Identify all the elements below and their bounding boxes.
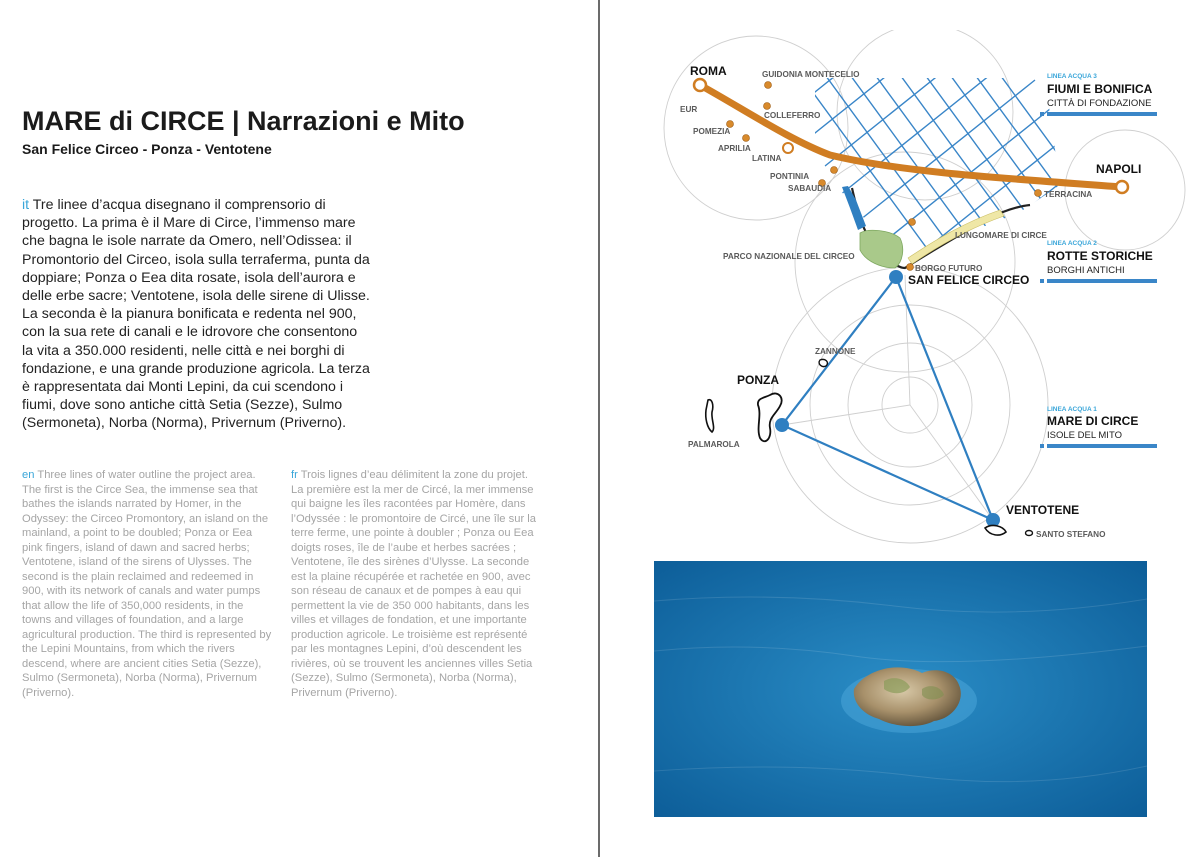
legend-3-subtitle: CITTÀ DI FONDAZIONE [1047, 98, 1152, 109]
italian-text [22, 196, 372, 433]
aerial-island-photo [654, 561, 1147, 817]
legend-linea-3 [1040, 73, 1157, 116]
label-ponza: PONZA [737, 373, 779, 387]
english-body: Three lines of water outline the project area. The first is the Circe Sea, the immense sea that bathes the islands narrated by Homer, in the Odyssey: the Circeo Promontory, an island on the mainland, a point to be doubled; Ponza or Eea pink fingers, island of dawn and sacred herbs; Ventotene, island of the sirens of Ulysses. The second is the plain reclaimed and redeemed in 900, with its network of canals and water pumps that allow the life of 350,000 residents, in the towns and villages of foundation, and a large agricultural production. The third is represented by the Lepini Mountains, from which the rivers descend, where are ancient cities Setia (Sezze), Sulmo (Sermoneta), Norba (Norma), Privernum (Priverno). [22, 469, 272, 699]
english-text [22, 468, 272, 700]
santo-stefano-island [1026, 531, 1033, 536]
roma-marker [694, 79, 706, 91]
legend-2-marker [1040, 279, 1044, 283]
ponza-marker [775, 418, 789, 432]
right-page [600, 0, 1200, 857]
lang-tag-it: it [22, 197, 30, 213]
guide-line-ventotene [910, 405, 993, 520]
label-borgo: BORGO FUTURO [915, 264, 983, 273]
legend-3-tag: LINEA ACQUA 3 [1047, 73, 1097, 80]
page-title: MARE di CIRCE | Narrazioni e Mito [22, 106, 465, 136]
label-napoli: NAPOLI [1096, 162, 1142, 176]
sea-triangle [782, 277, 993, 520]
dot-borgo [907, 264, 914, 271]
label-ventotene: VENTOTENE [1006, 503, 1080, 517]
dot-inland [909, 219, 916, 226]
legend-1-title: MARE DI CIRCE [1047, 414, 1139, 428]
dot-pontinia [831, 167, 838, 174]
label-terracina: TERRACINA [1044, 190, 1093, 199]
legend-1-marker [1040, 444, 1044, 448]
san-felice-marker [889, 270, 903, 284]
dot-colleferro [764, 103, 771, 110]
label-santo-stefano: SANTO STEFANO [1036, 530, 1106, 539]
ventotene-island [985, 525, 1006, 535]
place-labels [680, 64, 1141, 539]
legend-1-bar [1047, 444, 1157, 448]
dot-guidonia [765, 82, 772, 89]
label-colleferro: COLLEFERRO [764, 111, 821, 120]
french-body: Trois lignes d’eau délimitent la zone du projet. La première est la mer de Circé, la mer immense qui baigne les îles racontées par Homère, dans l’Odyssée : le promontoire de Circé, une île sur la terre ferme, une pointe à doubler ; Ponza ou Eea doigts roses, île de l’aube et herbes sacrées ; Ventotene, île des sirènes d’Ulysse. La seconde est la plaine récupérée et rachetée en 900, avec son réseau de canaux et de pompes à eau qui permettent la vie de 350 000 habitants, dans les villes et villages de fondation, et une importante production agricole. Le troisième est représenté par les montagnes Lepini, d’où descendent les rivières, où se trouvent les anciennes villes Setia (Sezze), Sulmo (Sermoneta), Norba (Norma), Privernum (Priverno). [291, 469, 536, 699]
label-sabaudia: SABAUDIA [788, 184, 832, 193]
water-lines-map [600, 30, 1200, 560]
legend-linea-2 [1040, 240, 1157, 283]
legend-1-subtitle: ISOLE DEL MITO [1047, 430, 1122, 441]
latina-marker [783, 143, 793, 153]
lang-tag-fr: fr [291, 469, 298, 481]
legend-1-tag: LINEA ACQUA 1 [1047, 406, 1097, 413]
legend-3-title: FIUMI E BONIFICA [1047, 82, 1153, 96]
label-parco: PARCO NAZIONALE DEL CIRCEO [723, 252, 855, 261]
label-latina: LATINA [752, 154, 782, 163]
label-eur: EUR [680, 105, 698, 114]
legend-2-subtitle: BORGHI ANTICHI [1047, 265, 1125, 276]
palmarola-island [706, 400, 714, 432]
label-lungomare: LUNGOMARE DI CIRCE [955, 231, 1047, 240]
legend-2-title: ROTTE STORICHE [1047, 249, 1153, 263]
national-park-area [860, 230, 903, 268]
legend-2-bar [1047, 279, 1157, 283]
legend-linea-1 [1040, 406, 1157, 448]
page-subtitle: San Felice Circeo - Ponza - Ventotene [22, 141, 272, 157]
label-zannone: ZANNONE [815, 347, 856, 356]
italian-body: Tre linee d’acqua disegnano il comprensorio di progetto. La prima è il Mare di Circe, l’immenso mare che bagna le isole narrate da Omero, nell’Odissea: il Promontorio del Circeo, isola sulla terraferma, punta da doppiare; Ponza o Eea dita rosate, isola dell’aurora e delle erbe sacre; Ventotene, isola delle sirene di Ulisse. La seconda è la pianura bonificata e redenta nel 900, con la sua rete di canali e le idrovore che consentono la vita a 350.000 residenti, nelle città e nei borghi di fondazione, e una grande produzione agricola. La terza è rappresentata dai Monti Lepini, da cui scendono i fiumi, dove sono antiche città Setia (Sezze), Sulmo (Sermoneta), Norba (Norma), Privernum (Priverno). [22, 197, 370, 432]
legend-2-tag: LINEA ACQUA 2 [1047, 240, 1097, 247]
left-page [0, 0, 598, 857]
napoli-marker [1116, 181, 1128, 193]
lang-tag-en: en [22, 469, 35, 481]
dot-terracina [1035, 190, 1042, 197]
guide-line-circeo [905, 275, 910, 405]
label-palmarola: PALMAROLA [688, 440, 740, 449]
dot-aprilia [743, 135, 750, 142]
label-roma: ROMA [690, 64, 727, 78]
label-aprilia: APRILIA [718, 144, 751, 153]
legend-3-marker [1040, 112, 1044, 116]
zannone-island [819, 359, 827, 366]
label-guidonia: GUIDONIA MONTECELIO [762, 70, 860, 79]
guide-line-ponza [782, 405, 910, 425]
ponza-island [758, 393, 782, 441]
label-pomezia: POMEZIA [693, 127, 731, 136]
legend-3-bar [1047, 112, 1157, 116]
french-text [291, 468, 541, 700]
label-pontinia: PONTINIA [770, 172, 810, 181]
label-san-felice: SAN FELICE CIRCEO [908, 273, 1030, 287]
